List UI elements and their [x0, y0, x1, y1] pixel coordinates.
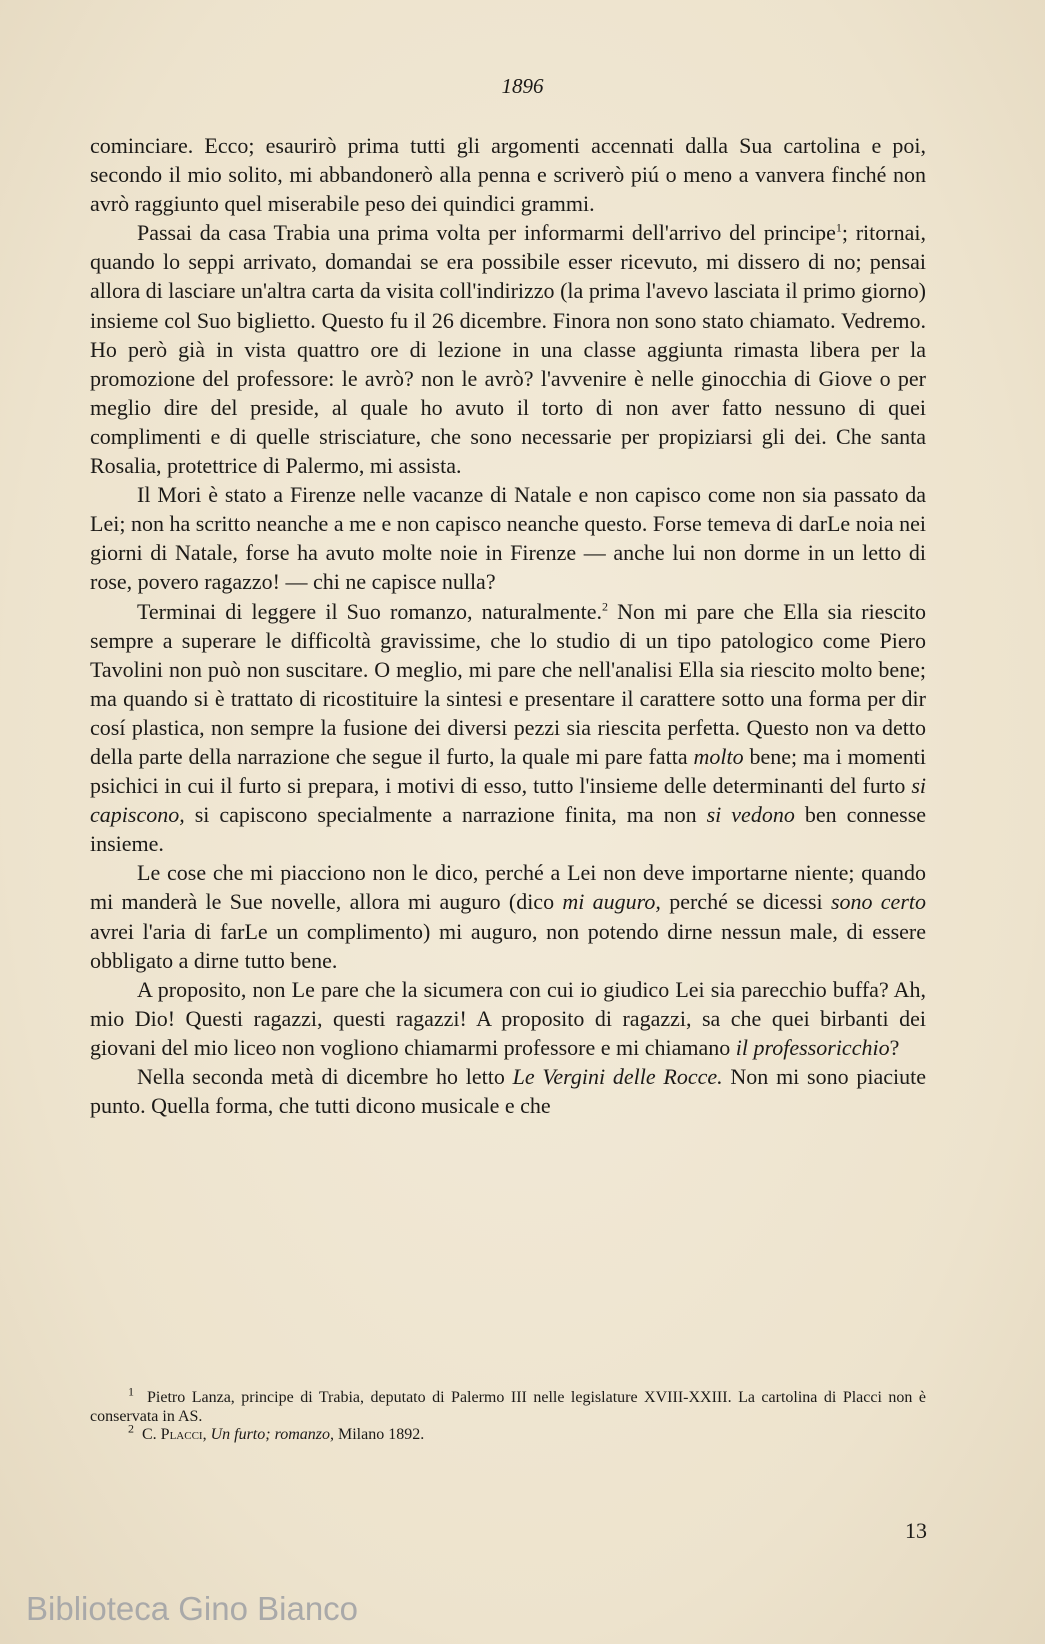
- footnote-ref: 1: [835, 220, 842, 235]
- main-text: [90, 131, 926, 1120]
- running-header-year: 1896: [501, 74, 544, 98]
- library-watermark: Biblioteca Gino Bianco: [26, 1590, 359, 1627]
- paragraph: Il Mori è stato a Firenze nelle vacanze di Natale e non capisco come non sia passato da Lei; non ha scritto neanche a me e non capisco neanche questo. Forse temeva di darLe noia nei giorni di Natale, forse ha avuto molte noie in Firenze — anche lui non dorme in un letto di rose, povero ragazzo! — chi ne capisce nulla?: [90, 482, 926, 595]
- footnotes: [90, 1384, 927, 1445]
- paragraph: Nella seconda metà di dicembre ho letto Le Vergini delle Rocce. Non mi sono piaciute punto. Quella forma, che tutti dicono musicale e che: [90, 1064, 927, 1119]
- paragraph: Passai da casa Trabia una prima volta per informarmi dell'arrivo del principe$^1$; ritornai, quando lo seppi arrivato, domandai se era possibile esser ricevuto, mi dissero di no; pensai allora di lasciare un'altra carta da visita coll'indirizzo (la prima l'avevo lasciata il primo giorno) insieme col Suo biglietto. Questo fu il 26 dicembre. Finora non sono stato chiamato. Vedremo. Ho però già in vista quattro ore di lezione in una classe aggiunta rimasta libera per la promozione del professore: le avrò? non le avrò? l'avvenire è nelle ginocchia di Giove o per meglio dire del preside, al quale ho avuto il torto di non aver fatto nessuno di quei complimenti e di quelle strisciature, che sono necessarie per propiziarsi gli dei. Che santa Rosalia, protettrice di Palermo, mi assista.: [90, 220, 926, 479]
- paragraph: A proposito, non Le pare che la sicumera con cui io giudico Lei sia parecchio buffa? Ah, mio Dio! Questi ragazzi, questi ragazzi! A proposito di ragazzi, sa che quei birbanti dei giovani del mio liceo non vogliono chiamarmi professore e mi chiamano il professoricchio?: [90, 976, 926, 1060]
- paragraph: cominciare. Ecco; esaurirò prima tutti gli argomenti accennati dalla Sua cartolina e poi, secondo il mio solito, mi abbandonerò alla penna e scriverò piú o meno a vanvera finché non avrò raggiunto quel miserabile peso dei quindici grammi.: [90, 133, 926, 217]
- page-number: 13: [905, 1518, 927, 1543]
- footnote-ref: 2: [601, 599, 608, 614]
- paragraph: Terminai di leggere il Suo romanzo, naturalmente.$^2$ Non mi pare che Ella sia riescito sempre a superare le difficoltà gravissime, che lo studio di un tipo patologico come Piero Tavolini non può non suscitare. O meglio, mi pare che nell'analisi Ella sia riescito molto bene; ma quando si è trattato di ricostituire la sintesi e presentare il carattere sotto una forma per dir cosí plastica, non sempre la fusione dei diversi pezzi sia riescita perfetta. Questo non va detto della parte della narrazione che segue il furto, la quale mi pare fatta molto bene; ma i momenti psichici in cui il furto si prepara, i motivi di esso, tutto l'insieme delle determinanti del furto si capiscono, si capiscono specialmente a narrazione finita, ma non si vedono ben connesse insieme.: [90, 598, 927, 857]
- footnote-2: $^2$ C. Placci, Un furto; romanzo, Milano 1892.: [128, 1421, 425, 1443]
- paragraph: Le cose che mi piacciono non le dico, perché a Lei non deve importarne niente; quando mi manderà le Sue novelle, allora mi auguro (dico mi auguro, perché se dicessi sono certo avrei l'aria di farLe un complimento) mi auguro, non potendo dirne nessun male, di essere obbligato a dirne tutto bene.: [90, 860, 927, 973]
- footnote-1: $^1$ Pietro Lanza, principe di Trabia, deputato di Palermo III nelle legislature XVIII-XXIII. La cartolina di Placci non è conservata in AS.: [90, 1384, 927, 1425]
